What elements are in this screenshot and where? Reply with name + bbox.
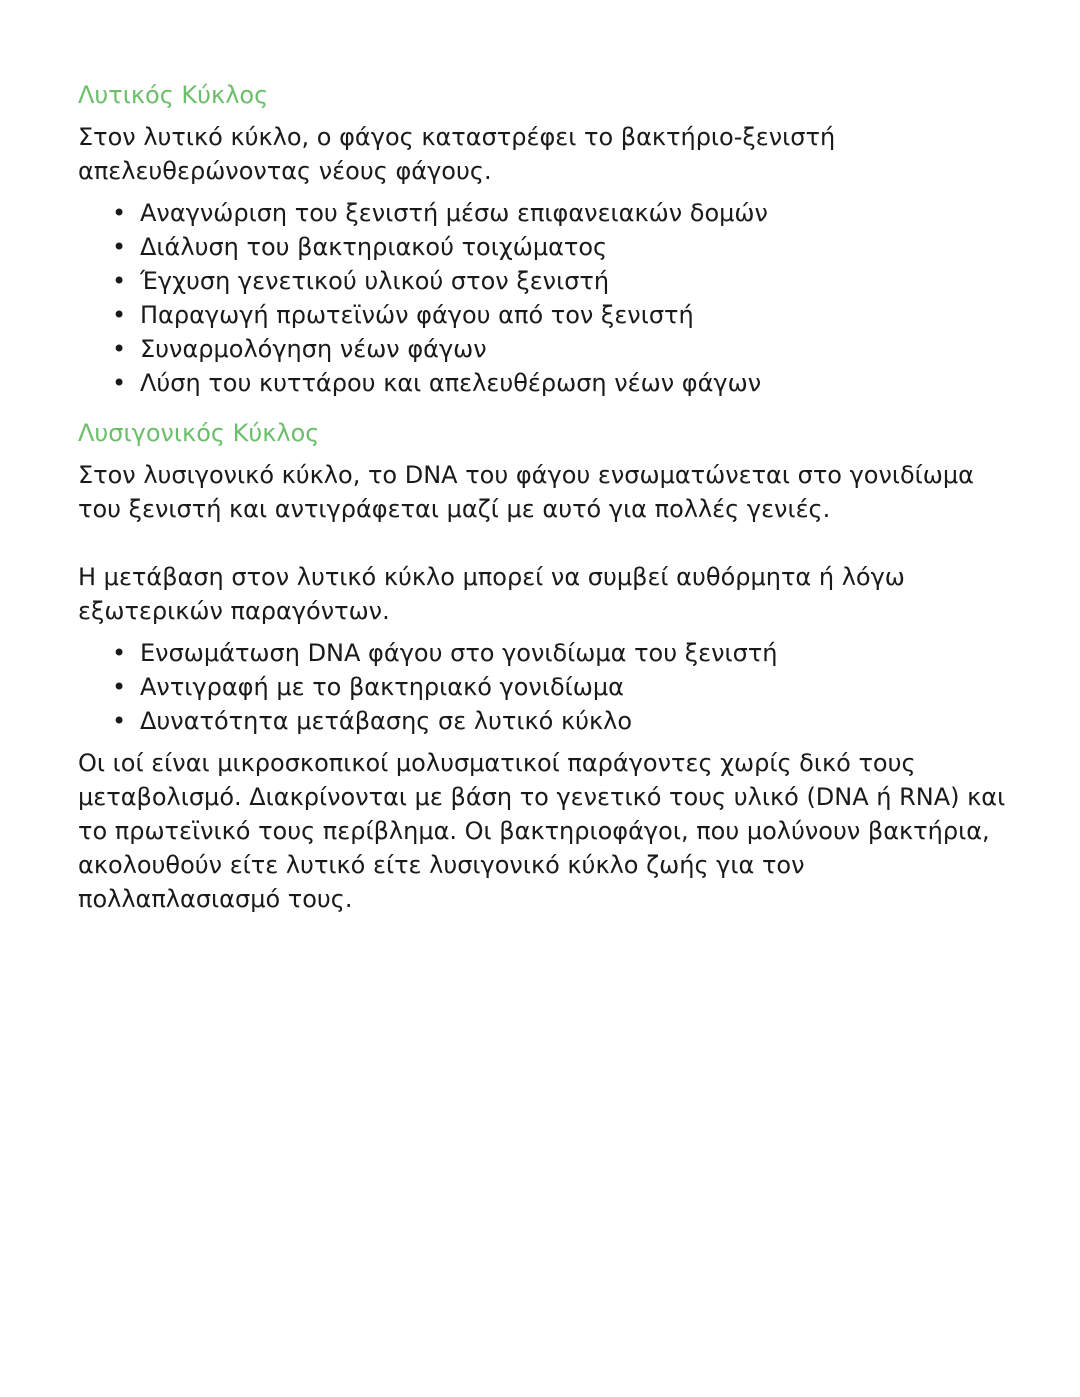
bullet-icon: • [112,267,127,295]
bullet-icon: • [112,707,127,735]
bullet-icon: • [112,369,127,397]
list-item: • Έγχυση γενετικού υλικού στον ξενιστή [78,264,1008,298]
bullet-icon: • [112,335,127,363]
list-item: • Συναρμολόγηση νέων φάγων [78,332,1008,366]
list-item: • Αντιγραφή με το βακτηριακό γονιδίωμα [78,670,1008,704]
list-item: • Διάλυση του βακτηριακού τοιχώματος [78,230,1008,264]
lysogenic-cycle-list [78,636,1008,738]
list-item: • Δυνατότητα μετάβασης σε λυτικό κύκλο [78,704,1008,738]
lysogenic-cycle-heading: Λυσιγονικός Κύκλος [78,419,320,447]
bullet-icon: • [112,639,127,667]
bullet-icon: • [112,199,127,227]
bullet-icon: • [112,301,127,329]
lytic-cycle-paragraph: Στον λυτικό κύκλο, ο φάγος καταστρέφει το βακτήριο-ξενιστή απελευθερώνοντας νέους φάγους. [78,123,836,185]
list-item: • Λύση του κυττάρου και απελευθέρωση νέων φάγων [78,366,1008,400]
list-item: • Παραγωγή πρωτεϊνών φάγου από τον ξενιστή [78,298,1008,332]
summary-paragraph: Οι ιοί είναι μικροσκοπικοί μολυσματικοί παράγοντες χωρίς δικό τους μεταβολισμό. Διακρίνονται με βάση το γενετικό τους υλικό (DNA ή RNA) και το πρωτεϊνικό τους περίβλημα. Οι βακτηριοφάγοι, που μολύνουν βακτήρια, ακολουθούν είτε λυτικό είτε λυσιγονικό κύκλο ζωής για τον πολλαπλασιασμό τους. [78,749,1006,913]
lytic-cycle-list [78,196,1008,400]
bullet-icon: • [112,233,127,261]
lysogenic-cycle-paragraph: Στον λυσιγονικό κύκλο, το DNA του φάγου ενσωματώνεται στο γονιδίωμα του ξενιστή και αντιγράφεται μαζί με αυτό για πολλές γενιές. [78,461,974,523]
lysogenic-transition-paragraph: Η μετάβαση στον λυτικό κύκλο μπορεί να συμβεί αυθόρμητα ή λόγω εξωτερικών παραγόντων. [78,563,905,625]
bullet-icon: • [112,673,127,701]
list-item: • Αναγνώριση του ξενιστή μέσω επιφανειακών δομών [78,196,1008,230]
document-page [78,78,1008,916]
lytic-cycle-heading: Λυτικός Κύκλος [78,81,269,109]
list-item: • Ενσωμάτωση DNA φάγου στο γονιδίωμα του ξενιστή [78,636,1008,670]
